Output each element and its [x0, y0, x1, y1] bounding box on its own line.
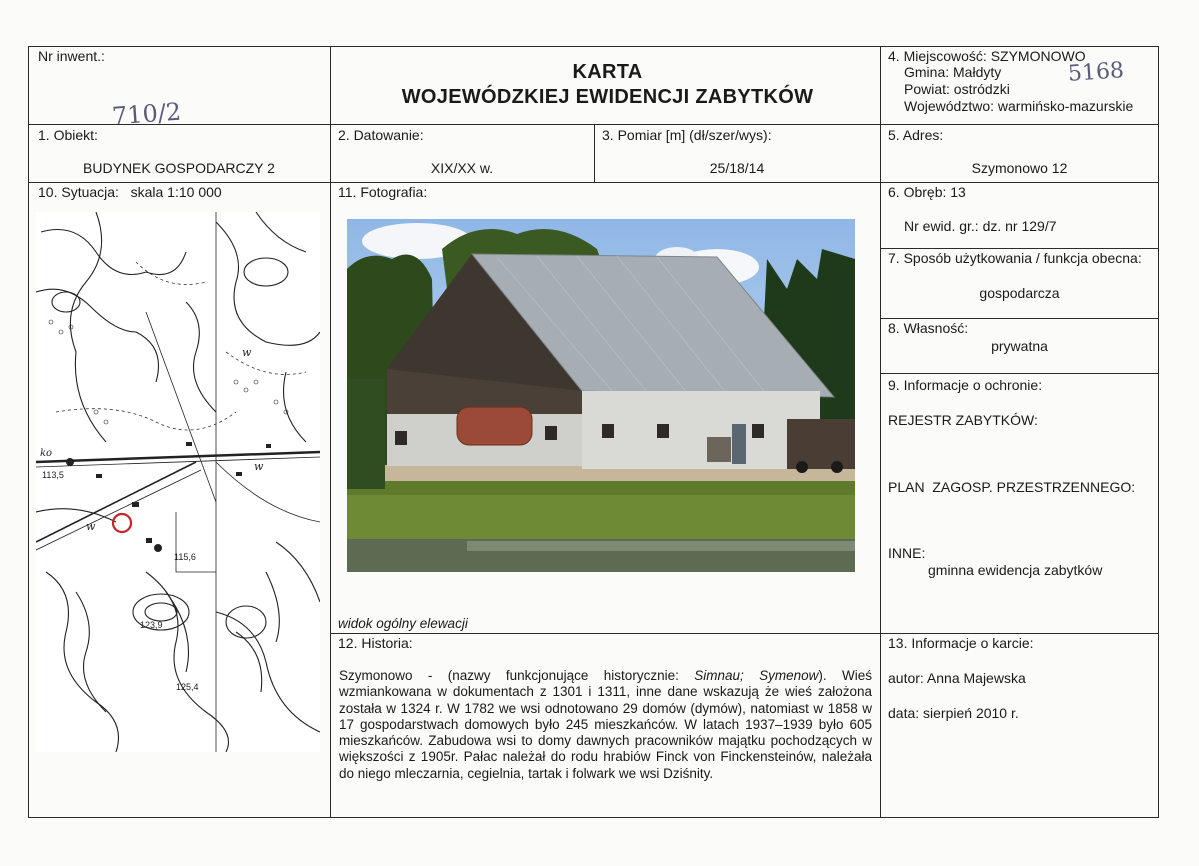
building-photo	[347, 219, 855, 572]
title-line-1: KARTA	[572, 61, 643, 83]
map-label-height-a: 113,5	[42, 470, 64, 480]
historia-label: 12. Historia:	[338, 635, 413, 651]
historia-text	[339, 668, 872, 782]
sposob-label: 7. Sposób użytkowania / funkcja obecna:	[888, 250, 1142, 266]
gmina: Gmina: Małdyty	[904, 64, 1002, 80]
grid-line	[880, 318, 1159, 319]
grid-line	[28, 182, 1159, 183]
historia-text-before: Szymonowo - (nazwy funkcjonujące historycznie:	[339, 668, 695, 683]
catalog-handwritten: 5168	[1067, 58, 1125, 87]
historia-historic-names: Simnau; Symenow	[694, 668, 819, 683]
map-label-w-a: w	[242, 346, 252, 359]
karta-info-label: 13. Informacje o karcie:	[888, 635, 1034, 651]
photo-caption: widok ogólny elewacji	[338, 616, 468, 631]
plan-label: PLAN ZAGOSP. PRZESTRZENNEGO:	[888, 479, 1136, 495]
adres-label: 5. Adres:	[888, 127, 944, 143]
map-label-height-c: 123,9	[140, 620, 163, 630]
inne-label: INNE:	[888, 545, 926, 561]
historia-paragraph	[339, 668, 872, 782]
card-title	[331, 60, 884, 110]
wojewodztwo: Województwo: warmińsko-mazurskie	[904, 98, 1134, 114]
adres-value: Szymonowo 12	[971, 160, 1068, 176]
object-location-marker	[113, 514, 131, 532]
karta-autor: autor: Anna Majewska	[888, 670, 1026, 686]
nr-inwent-label: Nr inwent.:	[38, 48, 105, 64]
datowanie-label: 2. Datowanie:	[338, 127, 424, 143]
grid-line	[330, 633, 1159, 634]
grid-line	[880, 248, 1159, 249]
obreb-label: 6. Obręb: 13	[888, 184, 966, 200]
map-label-ko: ko	[40, 448, 53, 459]
powiat: Powiat: ostródzki	[904, 81, 1010, 97]
obiekt-value: BUDYNEK GOSPODARCZY 2	[83, 160, 275, 176]
nr-ewid: Nr ewid. gr.: dz. nr 129/7	[904, 218, 1057, 234]
obiekt-label: 1. Obiekt:	[38, 127, 98, 143]
karta-data: data: sierpień 2010 r.	[888, 705, 1019, 721]
grid-line	[880, 373, 1159, 374]
fotografia-label: 11. Fotografia:	[338, 184, 428, 200]
nr-inwent-handwritten: 710/2	[111, 97, 183, 131]
barn-illustration	[347, 219, 855, 572]
historia-text-after: ). Wieś wzmiankowana w dokumentach z 1301 i 1311, inne dane wskazują że wieś założona została w 1324 r. W 1782 we wsi odnotowano 29 domów (dymów), natomiast w 1858 w 17 gospodarstwach domowych było 245 mieszkańców. W latach 1937–1939 było 605 mieszkańców. Zabudowa wsi to domy dawnych pracowników majątku pochodzących w większości z 1905r. Pałac należał do rodu hrabiów Finck von Finckensteinów, należała do niego mleczarnia, cegielnia, tartak i folwark we wsi Dziśnity.	[339, 668, 872, 781]
situation-map	[36, 212, 320, 752]
sytuacja-label: 10. Sytuacja: skala 1:10 000	[38, 184, 222, 200]
pomiar-label: 3. Pomiar [m] (dł/szer/wys):	[602, 127, 772, 143]
ochrona-label: 9. Informacje o ochronie:	[888, 377, 1043, 393]
title-line-2: WOJEWÓDZKIEJ EWIDENCJI ZABYTKÓW	[401, 86, 814, 108]
map-label-height-b: 115,6	[174, 552, 196, 562]
map-label-w-c: w	[254, 460, 264, 473]
rejestr-label: REJESTR ZABYTKÓW:	[888, 412, 1038, 428]
grid-line	[28, 124, 1159, 125]
inne-value: gminna ewidencja zabytków	[928, 562, 1103, 578]
pomiar-value: 25/18/14	[709, 160, 765, 176]
datowanie-value: XIX/XX w.	[430, 160, 494, 176]
map-label-w-b: w	[86, 520, 96, 533]
sposob-value: gospodarcza	[979, 285, 1060, 301]
map-label-height-d: 125,4	[176, 682, 199, 692]
wlasnosc-label: 8. Własność:	[888, 320, 969, 336]
miejscowosc: 4. Miejscowość: SZYMONOWO	[888, 48, 1086, 64]
topographic-map	[36, 212, 320, 752]
wlasnosc-value: prywatna	[991, 338, 1048, 354]
